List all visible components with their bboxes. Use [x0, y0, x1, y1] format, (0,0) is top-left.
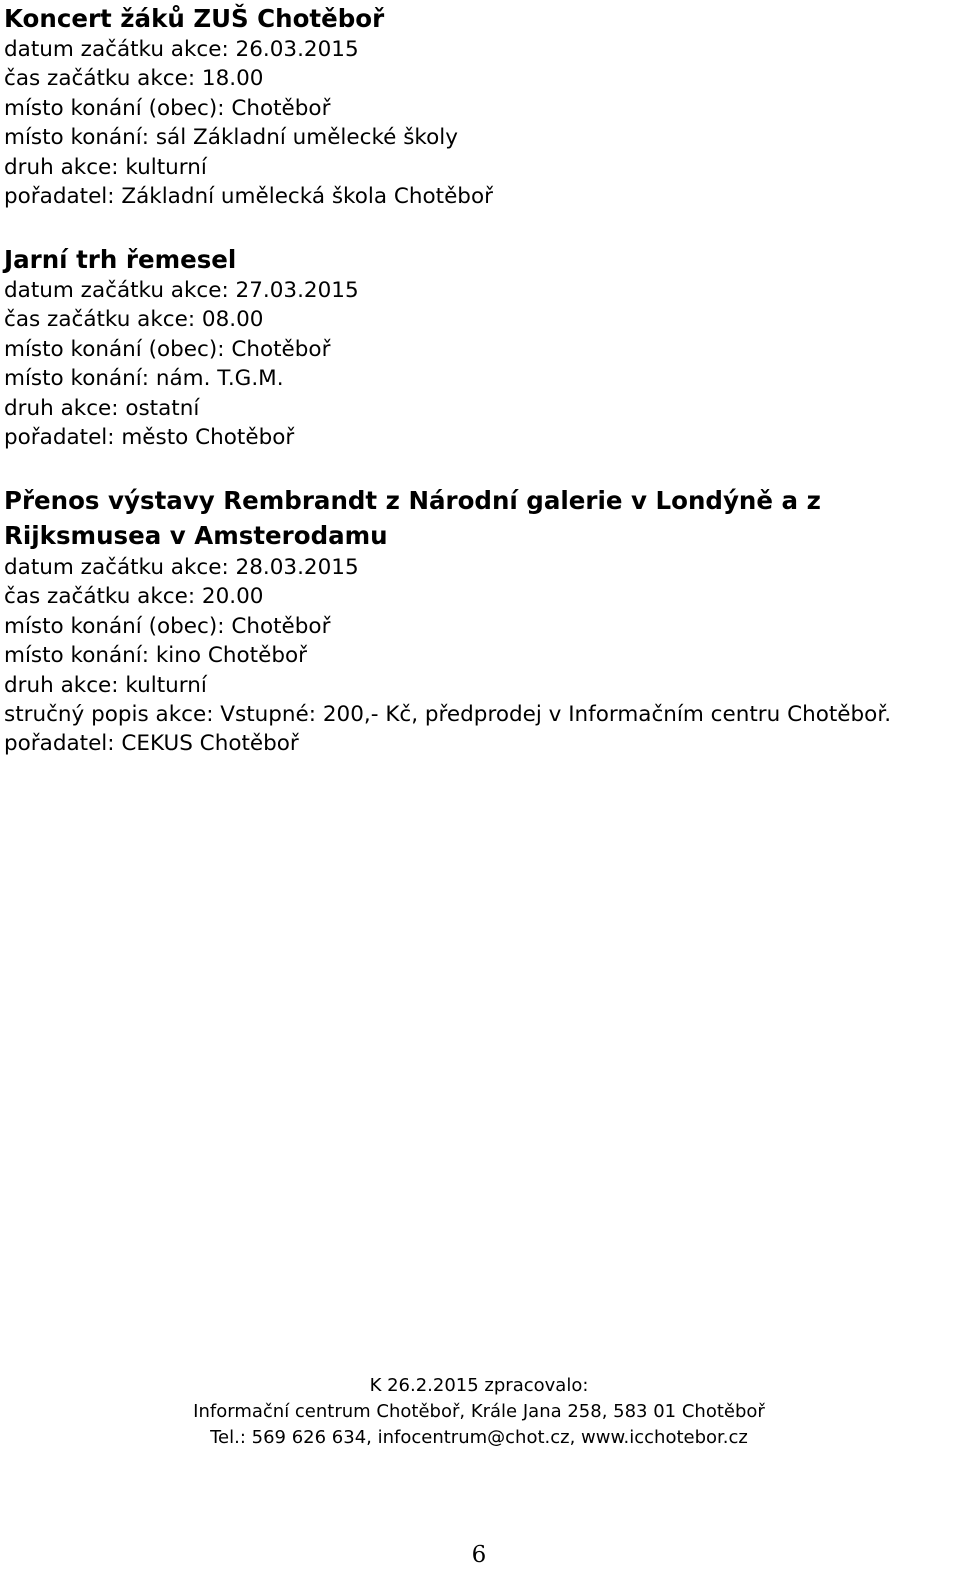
event-type: druh akce: ostatní — [4, 395, 200, 421]
event-title-line-2: Rijksmusea v Amsterodamu — [4, 521, 388, 550]
event-town: místo konání (obec): Chotěboř — [4, 336, 331, 362]
event-venue: místo konání: nám. T.G.M. — [4, 366, 284, 392]
event-koncert — [4, 2, 493, 211]
event-title-line-1: Přenos výstavy Rembrandt z Národní galerie v Londýně a z — [4, 486, 821, 515]
event-title: Jarní trh řemesel — [4, 245, 237, 274]
event-rembrandt — [4, 483, 891, 759]
footer-contact-line: Tel.: 569 626 634, infocentrum@chot.cz, www.icchotebor.cz — [210, 1427, 748, 1448]
event-time: čas začátku akce: 18.00 — [4, 66, 264, 92]
event-town: místo konání (obec): Chotěboř — [4, 613, 331, 639]
event-date: datum začátku akce: 26.03.2015 — [4, 37, 359, 62]
event-time: čas začátku akce: 20.00 — [4, 584, 264, 610]
event-date: datum začátku akce: 28.03.2015 — [4, 555, 359, 580]
event-venue: místo konání: sál Základní umělecké školy — [4, 125, 458, 151]
footer-date-line: K 26.2.2015 zpracovalo: — [369, 1375, 589, 1396]
event-time: čas začátku akce: 08.00 — [4, 307, 264, 333]
event-description: stručný popis akce: Vstupné: 200,- Kč, předprodej v Informačním centru Chotěboř. — [4, 702, 892, 728]
event-date: datum začátku akce: 27.03.2015 — [4, 278, 359, 303]
event-type: druh akce: kulturní — [4, 154, 207, 180]
event-venue: místo konání: kino Chotěboř — [4, 643, 307, 669]
footer — [4, 1373, 954, 1451]
event-type: druh akce: kulturní — [4, 672, 207, 698]
event-jarni-trh — [4, 243, 359, 452]
page-number: 6 — [471, 1542, 487, 1568]
event-organizer: pořadatel: Základní umělecká škola Chotěboř — [4, 184, 493, 210]
event-organizer: pořadatel: město Chotěboř — [4, 425, 295, 451]
event-town: místo konání (obec): Chotěboř — [4, 95, 331, 121]
footer-address-line: Informační centrum Chotěboř, Krále Jana 258, 583 01 Chotěboř — [193, 1401, 765, 1422]
event-title: Koncert žáků ZUŠ Chotěboř — [4, 4, 385, 33]
event-organizer: pořadatel: CEKUS Chotěboř — [4, 731, 299, 757]
